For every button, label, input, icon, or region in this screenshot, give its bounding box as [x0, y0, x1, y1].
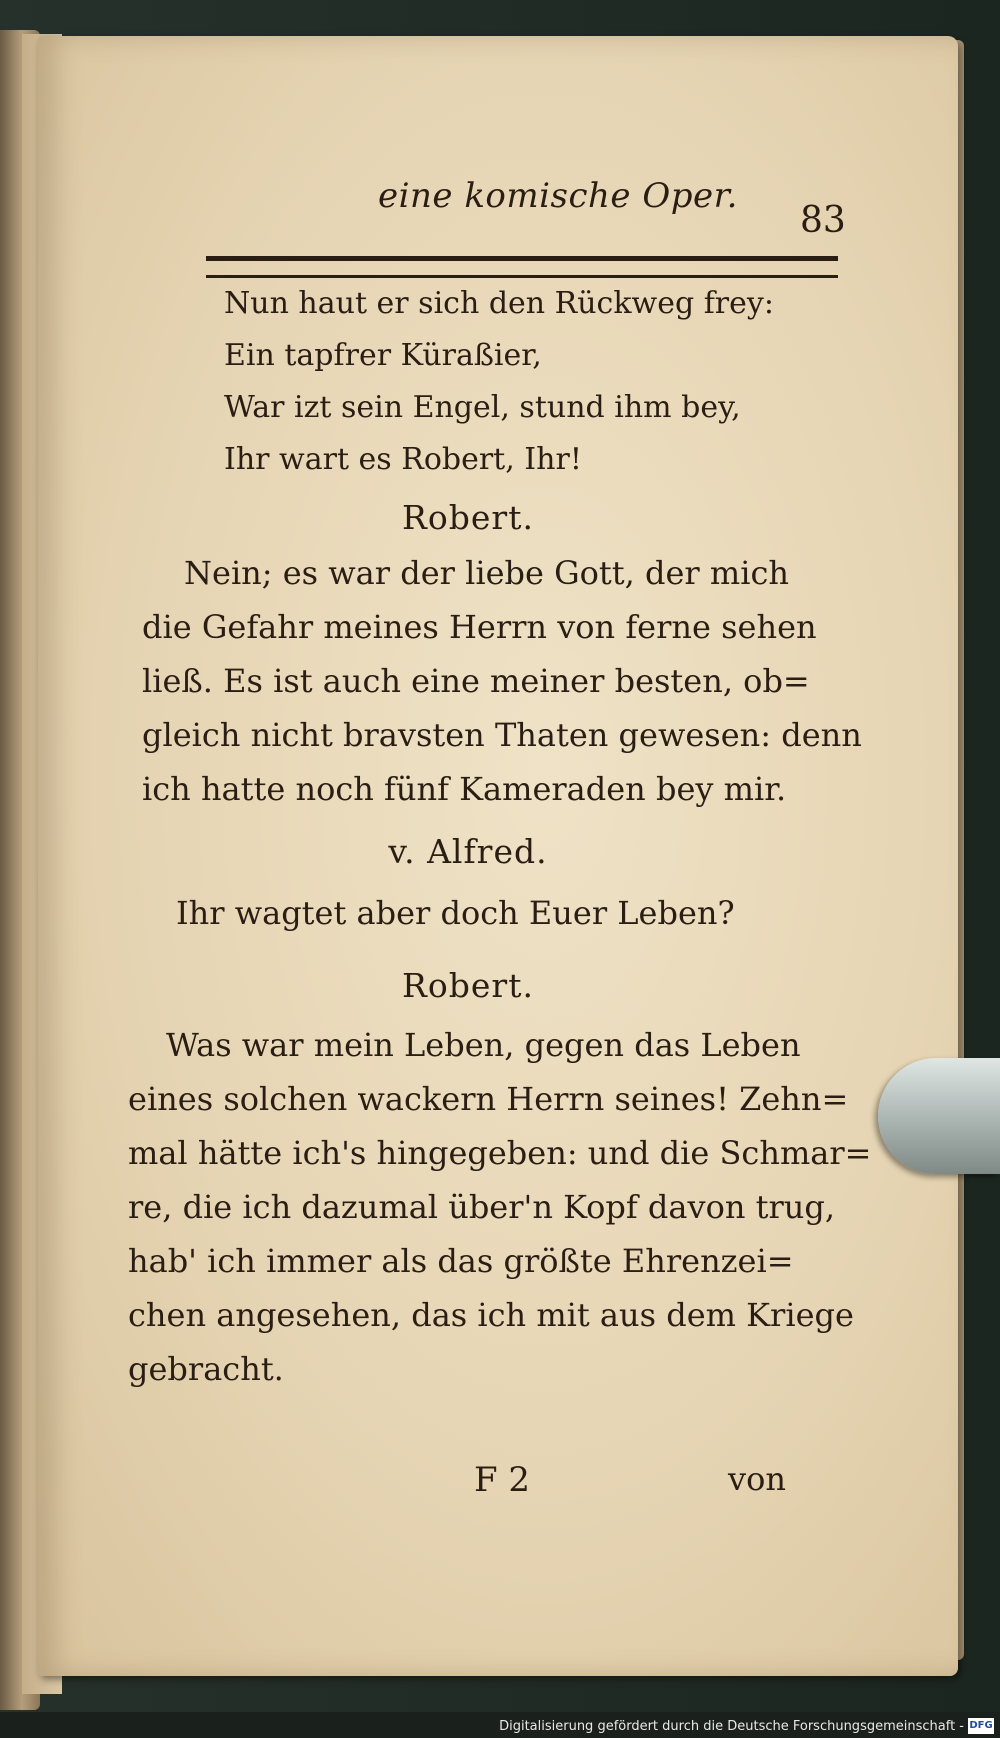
- verse-line: Ihr wart es Robert, Ihr!: [224, 442, 582, 477]
- dialogue-line: Was war mein Leben, gegen das Leben: [166, 1026, 801, 1064]
- header-rule: [206, 256, 838, 278]
- running-head: eine komische Oper.: [378, 176, 738, 216]
- dialogue-line: Nein; es war der liebe Gott, der mich: [184, 554, 789, 592]
- dialogue-line: die Gefahr meines Herrn von ferne sehen: [142, 608, 817, 646]
- page-number: 83: [800, 200, 846, 241]
- page-clip: [878, 1058, 1000, 1174]
- verse-line: Ein tapfrer Küraßier,: [224, 338, 542, 373]
- verse-line: Nun haut er sich den Rückweg frey:: [224, 286, 774, 321]
- credit-text: Digitalisierung gefördert durch die Deutsche Forschungsgemeinschaft -: [499, 1719, 964, 1734]
- dialogue-line: gebracht.: [128, 1350, 284, 1388]
- signature-mark: F 2: [474, 1460, 531, 1500]
- dialogue-line: ich hatte noch fünf Kameraden bey mir.: [142, 770, 787, 808]
- dialogue-line: mal hätte ich's hingegeben: und die Schmar=: [128, 1134, 872, 1172]
- dialogue-line: gleich nicht bravsten Thaten gewesen: denn: [142, 716, 862, 754]
- dfg-logo: DFG: [968, 1718, 994, 1734]
- book-page: [38, 36, 958, 1676]
- dialogue-line: re, die ich dazumal über'n Kopf davon trug,: [128, 1188, 836, 1226]
- dialogue-line: eines solchen wackern Herrn seines! Zehn=: [128, 1080, 849, 1118]
- credit-bar: [0, 1712, 1000, 1738]
- speaker-name: Robert.: [402, 966, 534, 1005]
- catchword: von: [728, 1460, 786, 1498]
- dialogue-line: chen angesehen, das ich mit aus dem Kriege: [128, 1296, 854, 1334]
- dialogue-line: hab' ich immer als das größte Ehrenzei=: [128, 1242, 794, 1280]
- dialogue-line: Ihr wagtet aber doch Euer Leben?: [176, 894, 735, 932]
- speaker-name: v. Alfred.: [388, 832, 548, 871]
- dialogue-line: ließ. Es ist auch eine meiner besten, ob=: [142, 662, 810, 700]
- verse-line: War izt sein Engel, stund ihm bey,: [224, 390, 741, 425]
- speaker-name: Robert.: [402, 498, 534, 537]
